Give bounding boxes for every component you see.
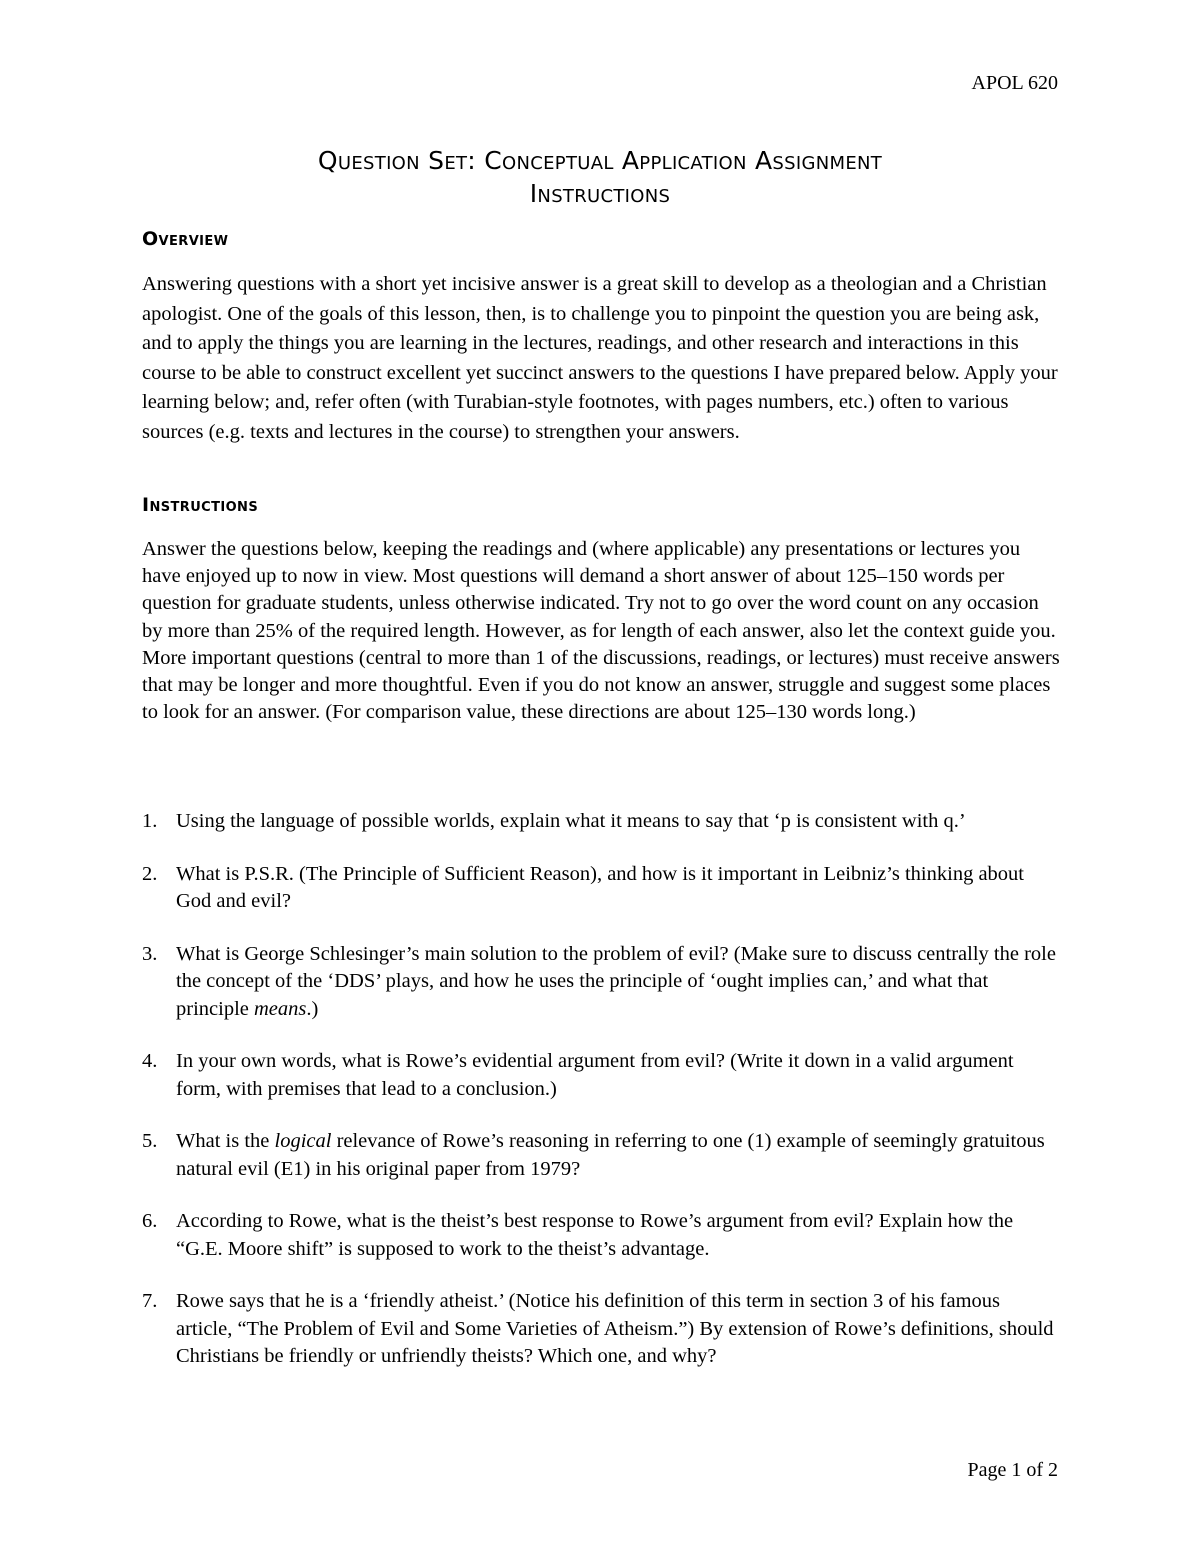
emphasis-text: logical [274,1130,332,1152]
instructions-paragraph: Answer the questions below, keeping the readings and (where applicable) any presentations or lectures you have enjoyed up to now in view. Most questions will demand a short answer of about 125–150 words per question for graduate students, unless otherwise indicated. Try not to go over the word count on any occasion by more than 25% of the required length. However, as for length of each answer, also let the context guide you. More important questions (central to more than 1 of the discussions, readings, or lectures) must receive answers that may be longer and more thoughtful. Even if you do not know an answer, struggle and suggest some places to look for an answer. (For comparison value, these directions are about 125–130 words long.) [142,538,1060,724]
question-text [176,941,1060,1024]
question-item [142,1288,1060,1371]
question-item [142,1128,1060,1183]
page-number: Page 1 of 2 [967,1459,1058,1481]
question-text [176,861,1060,916]
question-number: 1. [142,810,158,832]
question-number: 4. [142,1050,158,1072]
question-list [142,808,1060,1371]
course-code: APOL 620 [971,72,1058,94]
question-text-segment: In your own words, what is Rowe’s evidential argument from evil? (Write it down in a valid argument form, with premises that lead to a conclusion.) [176,1050,1014,1100]
question-item [142,861,1060,916]
question-text-segment: What is George Schlesinger’s main solution to the problem of evil? (Make sure to discuss centrally the role the concept of the ‘DDS’ plays, and how he uses the principle of ‘ought implies can,’ and what that principle [176,942,1056,1020]
question-text-segment: relevance of Rowe’s reasoning in referring to one (1) example of seemingly gratuitous natural evil (E1) in his original paper from 1979? [176,1130,1045,1180]
question-item [142,808,1060,836]
page-title [142,144,1058,210]
title-line-2: Instructions [529,179,671,208]
question-text-segment: According to Rowe, what is the theist’s best response to Rowe’s argument from evil? Explain how the “G.E. Moore shift” is supposed to work to the theist’s advantage. [176,1210,1014,1260]
question-text-segment: Using the language of possible worlds, explain what it means to say that ‘p is consistent with q.’ [176,810,966,832]
question-text-segment: What is the [176,1130,275,1152]
question-item [142,1208,1060,1263]
title-line-1: Question Set: Conceptual Application Assignment [317,146,883,175]
question-number: 6. [142,1210,158,1232]
question-item [142,941,1060,1024]
question-text-segment: .) [306,997,319,1020]
question-text [176,1208,1060,1263]
question-number: 7. [142,1290,158,1312]
question-text [176,1048,1060,1103]
question-text-segment: Rowe says that he is a ‘friendly atheist.’ (Notice his definition of this term in section 3 of his famous article, “The Problem of Evil and Some Varieties of Atheism.”) By extension of Rowe’s definitions, should Christians be friendly or unfriendly theists? Which one, and why? [176,1290,1054,1367]
question-number: 3. [142,942,158,965]
emphasis-text: means [254,997,307,1020]
overview-heading: Overview [142,228,229,250]
overview-paragraph: Answering questions with a short yet incisive answer is a great skill to develop as a theologian and a Christian apologist. One of the goals of this lesson, then, is to challenge you to pinpoint the question you are being ask, and to apply the things you are learning in the lectures, readings, and other research and interactions in this course to be able to construct excellent yet succinct answers to the questions I have prepared below. Apply your learning below; and, refer often (with Turabian-style footnotes, with pages numbers, etc.) often to various sources (e.g. texts and lectures in the course) to strengthen your answers. [142,273,1058,443]
question-number: 5. [142,1130,158,1152]
instructions-heading: Instructions [142,494,259,516]
question-number: 2. [142,862,158,885]
question-text [176,1288,1060,1371]
question-item [142,1048,1060,1103]
question-text [176,1128,1060,1183]
question-text [176,808,1060,836]
question-text-segment: What is P.S.R. (The Principle of Sufficient Reason), and how is it important in Leibniz’s thinking about God and evil? [176,862,1024,912]
